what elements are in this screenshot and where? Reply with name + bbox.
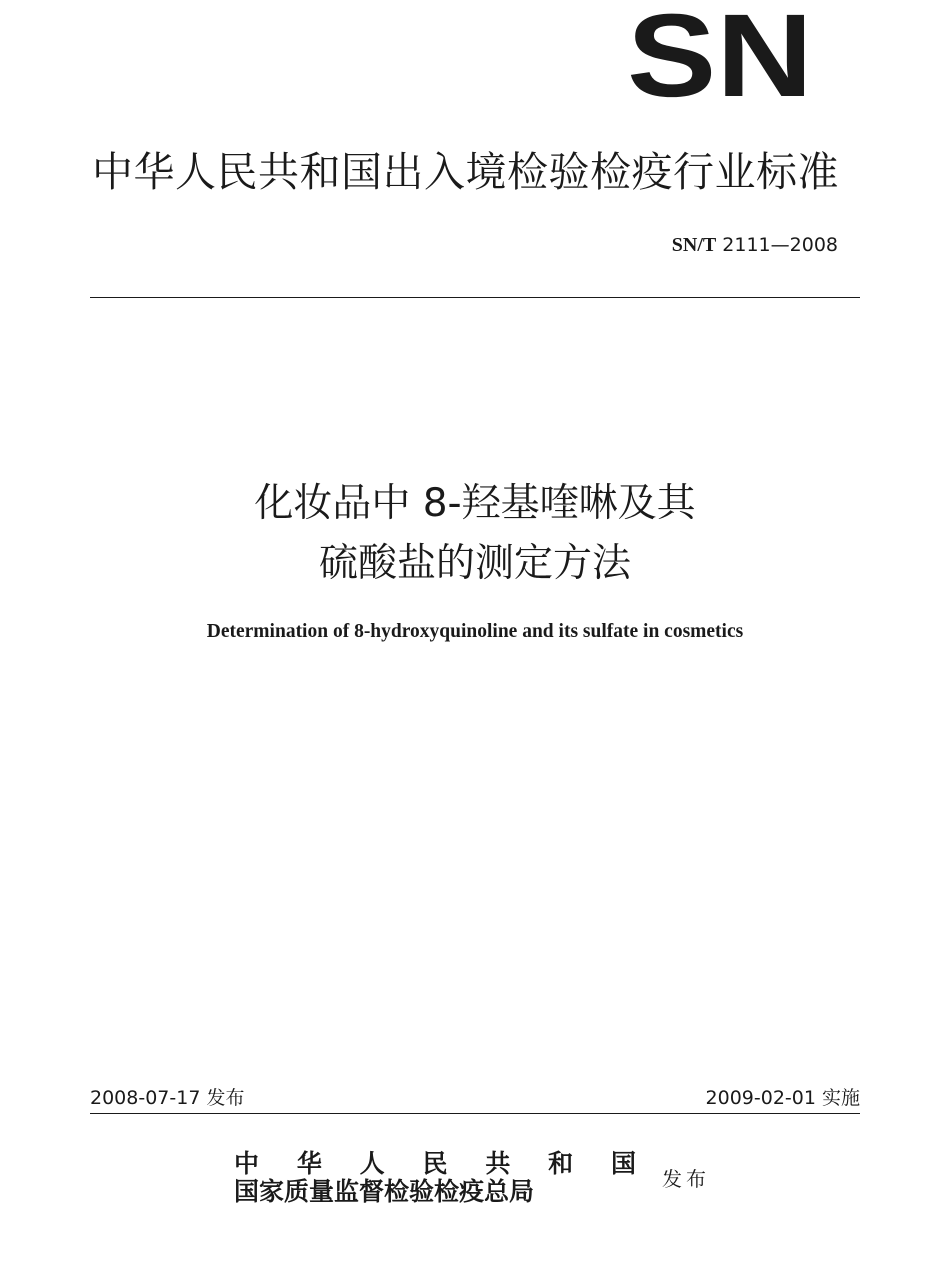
- document-title-cn-line2: 硫酸盐的测定方法: [318, 541, 631, 586]
- standard-category-title: 中华人民共和国出入境检验检疫行业标准: [92, 148, 839, 196]
- issuing-authority: [234, 1150, 636, 1206]
- document-title-cn-line1: 化妆品中 8-羟基喹啉及其: [254, 481, 696, 526]
- issuer-char: 华: [296, 1149, 322, 1178]
- issuer-char: 共: [485, 1149, 511, 1178]
- standard-number-prefix: SN/T: [671, 234, 717, 256]
- issue-date: 2008-07-17 发布: [90, 1087, 245, 1109]
- issuer-char: 民: [422, 1149, 448, 1178]
- issuer-char: 中: [234, 1149, 260, 1178]
- sn-logo-mark: [626, 8, 814, 100]
- issuer-char: 人: [359, 1149, 385, 1178]
- standard-number-value: 2111—2008: [716, 234, 838, 256]
- standard-number: [672, 234, 838, 257]
- sn-logo-text: SN: [627, 8, 813, 100]
- top-divider: [90, 297, 860, 298]
- issuer-line2: 国家质量监督检验检疫总局: [234, 1177, 535, 1206]
- implementation-date: 2009-02-01 实施: [705, 1087, 860, 1109]
- issuer-char: 国: [610, 1149, 636, 1178]
- sn-logo: [626, 8, 814, 100]
- issuer-line1: [234, 1150, 636, 1178]
- document-title-en: Determination of 8-hydroxyquinoline and its sulfate in cosmetics: [206, 621, 744, 642]
- issuer-suffix: 发布: [662, 1167, 710, 1191]
- issuer-char: 和: [548, 1149, 574, 1178]
- bottom-divider: [90, 1113, 860, 1114]
